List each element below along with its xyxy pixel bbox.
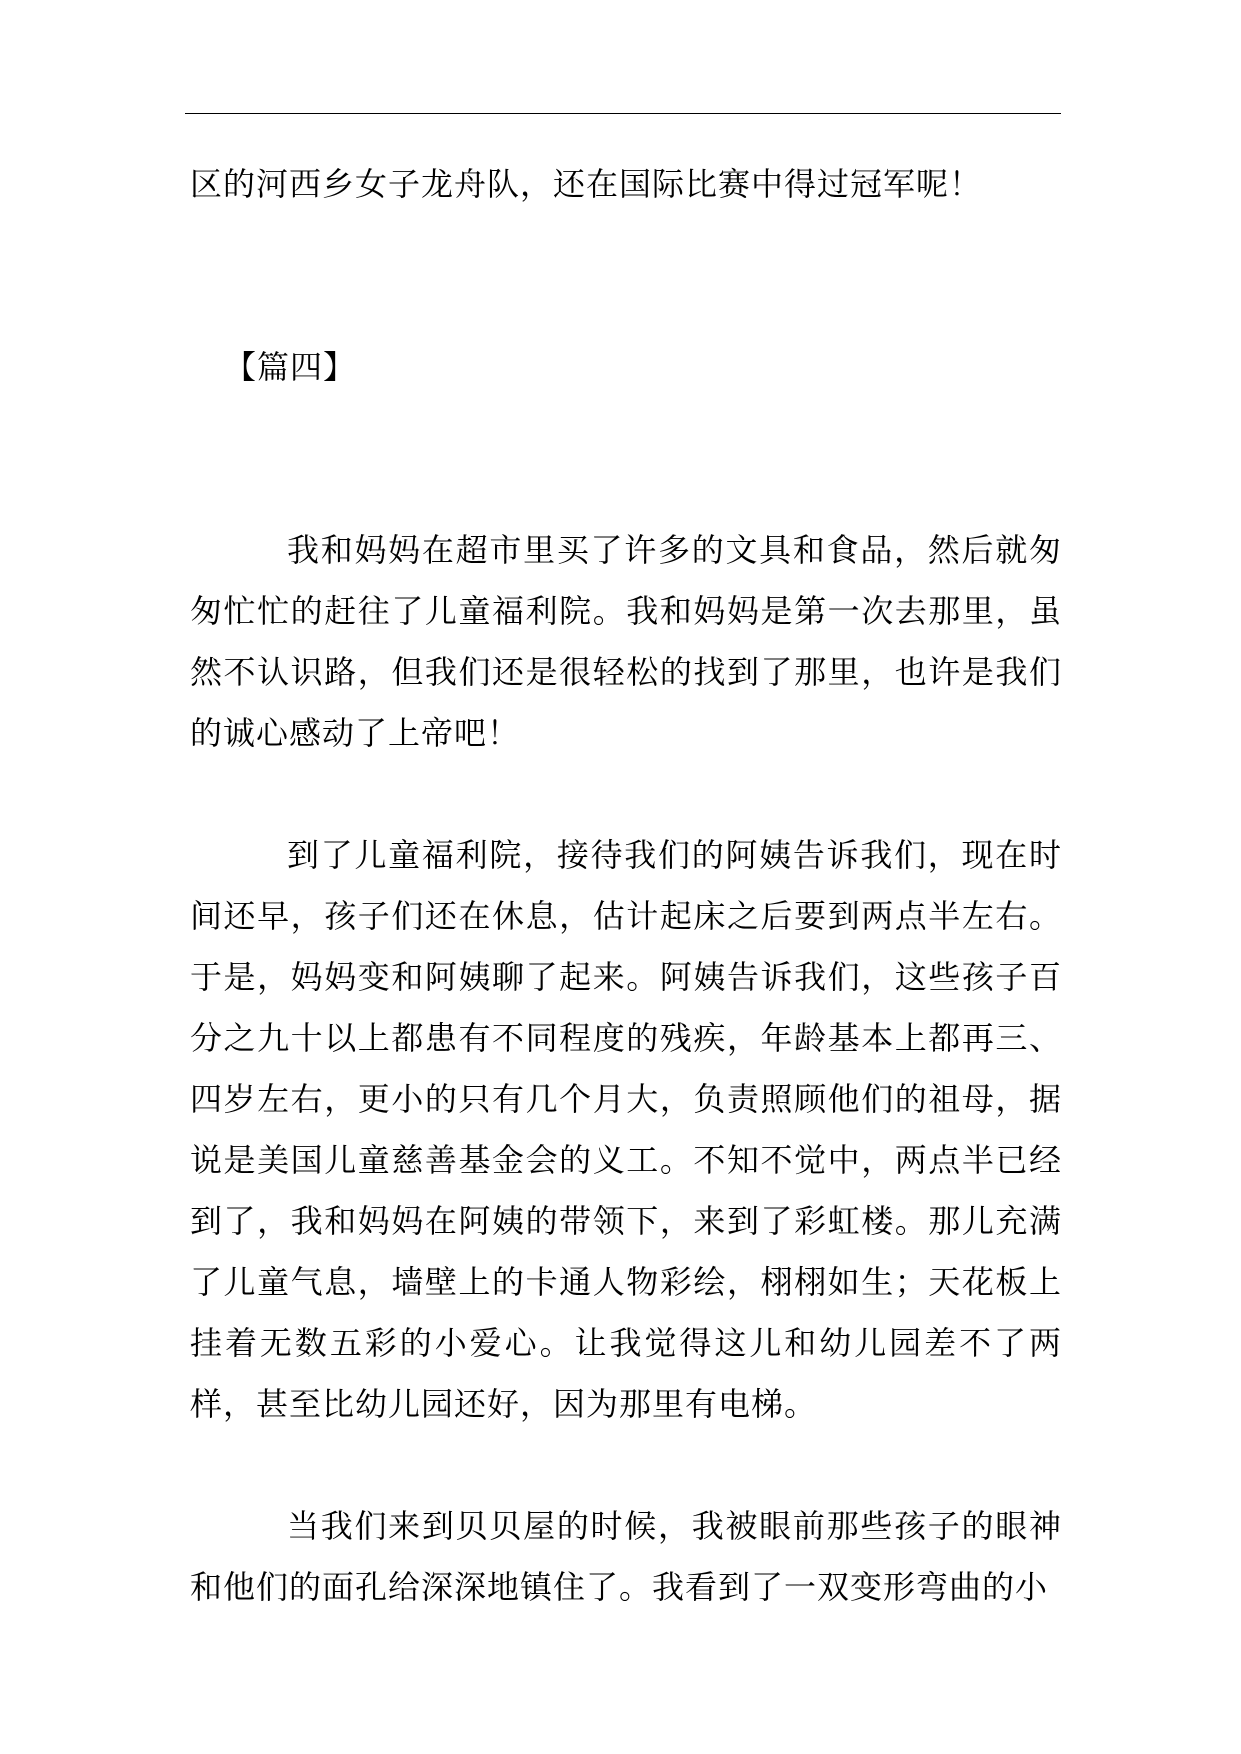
paragraph-3: 当我们来到贝贝屋的时候，我被眼前那些孩子的眼神和他们的面孔给深深地镇住了。我看到了一双变形弯曲的小 bbox=[190, 1507, 1062, 1606]
page-body bbox=[190, 154, 1062, 1618]
paragraph-2: 到了儿童福利院，接待我们的阿姨告诉我们，现在时间还早，孩子们还在休息，估计起床之后要到两点半左右。于是，妈妈变和阿姨聊了起来。阿姨告诉我们，这些孩子百分之九十以上都患有不同程度的残疾，年龄基本上都再三、四岁左右，更小的只有几个月大，负责照顾他们的祖母，据说是美国儿童慈善基金会的义工。不知不觉中，两点半已经到了，我和妈妈在阿姨的带领下，来到了彩虹楼。那儿充满了儿童气息，墙壁上的卡通人物彩绘，栩栩如生；天花板上挂着无数五彩的小爱心。让我觉得这儿和幼儿园差不了两样，甚至比幼儿园还好，因为那里有电梯。 bbox=[190, 836, 1062, 1423]
section-title: 【篇四】 bbox=[224, 348, 357, 386]
paragraph-1: 我和妈妈在超市里买了许多的文具和食品，然后就匆匆忙忙的赶往了儿童福利院。我和妈妈是第一次去那里，虽然不认识路，但我们还是很轻松的找到了那里，也许是我们的诚心感动了上帝吧！ bbox=[190, 531, 1062, 752]
header-rule bbox=[185, 113, 1061, 114]
continuation-paragraph: 区的河西乡女子龙舟队，还在国际比赛中得过冠军呢！ bbox=[190, 165, 983, 203]
